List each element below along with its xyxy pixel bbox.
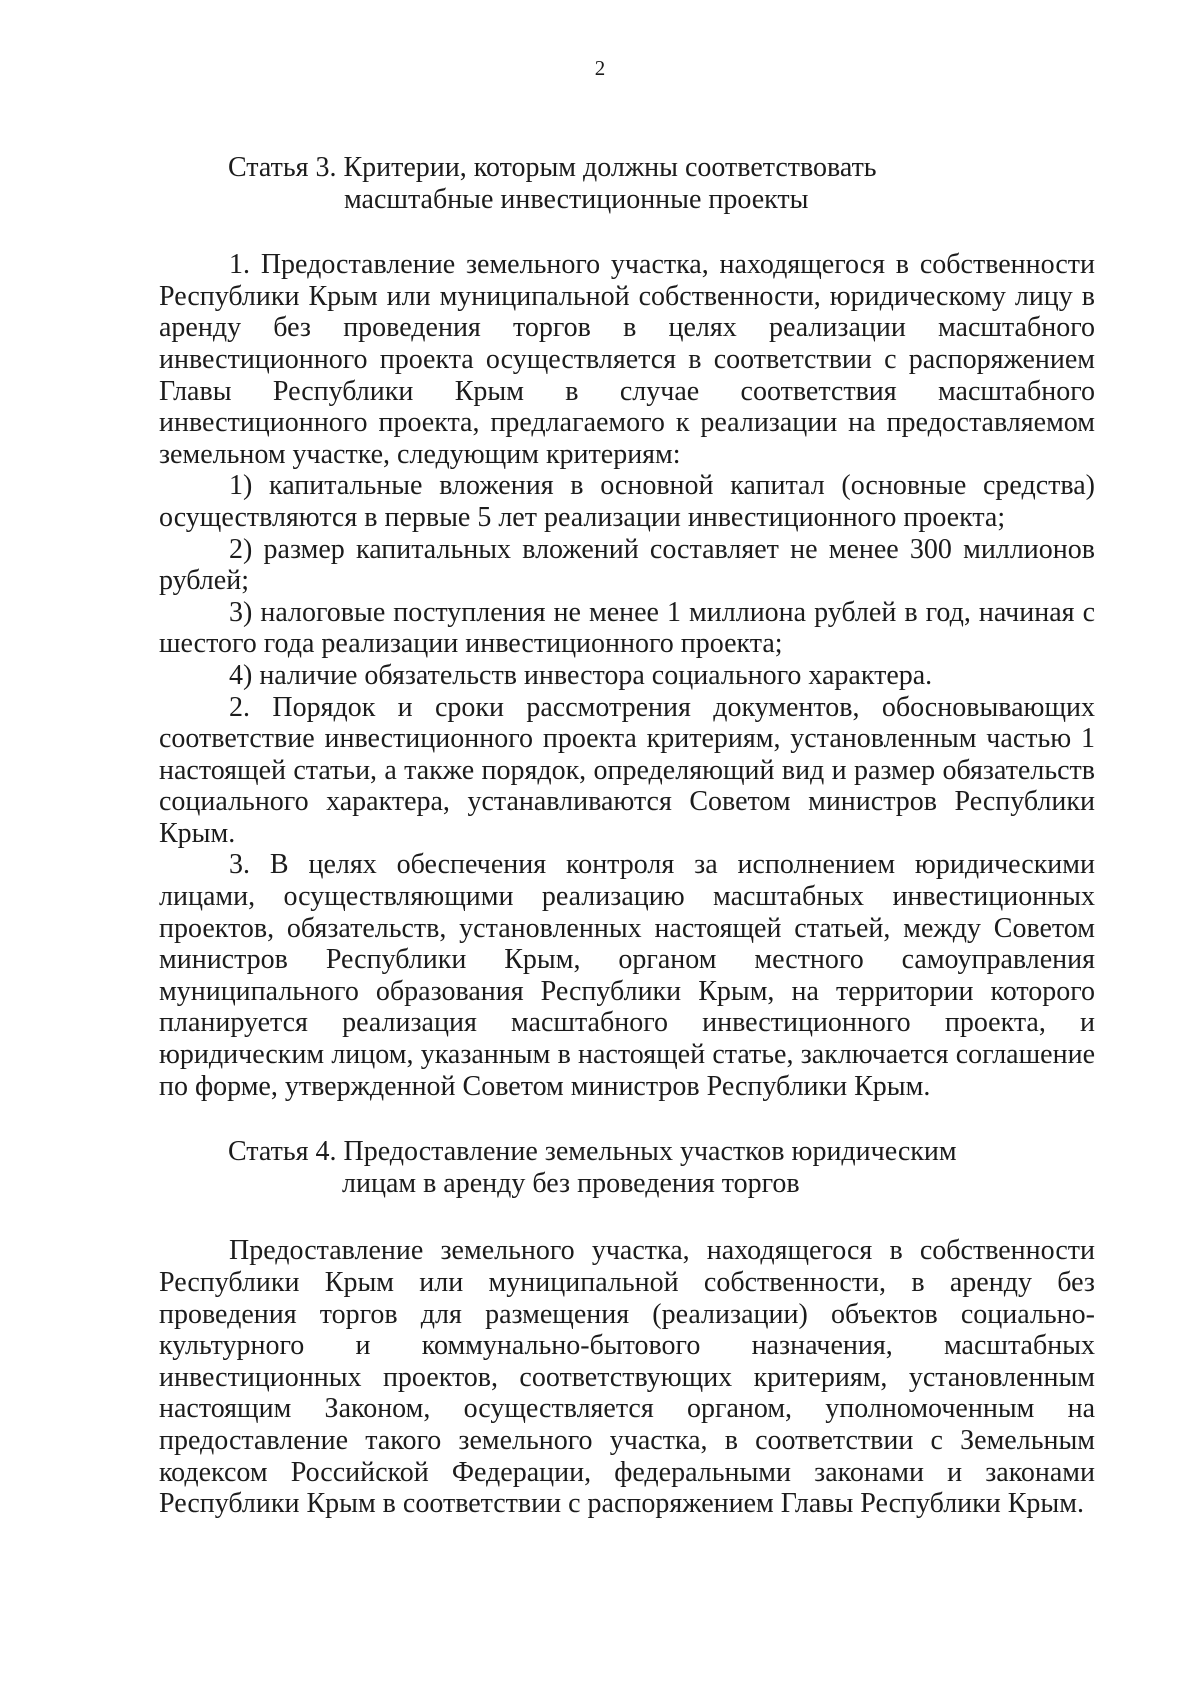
article-3-criterion-1: 1) капитальные вложения в основной капитал (основные средства) осуществляются в первые 5 лет реализации инвестиционного проекта; <box>159 470 1095 533</box>
page-number: 2 <box>594 56 606 80</box>
article-3-paragraph: 2. Порядок и сроки рассмотрения документов, обосновывающих соответствие инвестиционного проекта критериям, установленным частью 1 настоящей статьи, а также порядок, определяющий вид и размер обязательств социального характера, устанавливаются Советом министров Республики Крым. <box>159 691 1095 849</box>
article-3-heading-line-1: Статья 3. Критерии, которым должны соответствовать <box>228 152 877 183</box>
article-4-heading <box>159 1136 1095 1199</box>
article-4-paragraph: Предоставление земельного участка, находящегося в собственности Республики Крым или муниципальной собственности, в аренду без проведения торгов для размещения (реализации) объектов социально-культурного и коммунально-бытового назначения, масштабных инвестиционных проектов, соответствующих критериям, установленным настоящим Законом, осуществляется органом, уполномоченным на предоставление такого земельного участка, в соответствии с Земельным кодексом Российской Федерации, федеральными законами и законами Республики Крым в соответствии с распоряжением Главы Республики Крым. <box>159 1235 1095 1520</box>
article-3-heading <box>159 152 1095 215</box>
article-3-criterion-3: 3) налоговые поступления не менее 1 миллиона рублей в год, начиная с шестого года реализации инвестиционного проекта; <box>159 596 1095 660</box>
article-3-criterion-4: 4) наличие обязательств инвестора социального характера. <box>229 659 933 691</box>
document-body <box>159 152 1095 1520</box>
article-3-criterion-2: 2) размер капитальных вложений составляет не менее 300 миллионов рублей; <box>159 533 1095 597</box>
article-3-paragraph: 3. В целях обеспечения контроля за исполнением юридическими лицами, осуществляющими реализацию масштабных инвестиционных проектов, обязательств, установленных настоящей статьей, между Советом министров Республики Крым, органом местного самоуправления муниципального образования Республики Крым, на территории которого планируется реализация масштабного инвестиционного проекта, и юридическим лицом, указанным в настоящей статье, заключается соглашение по форме, утвержденной Советом министров Республики Крым. <box>159 849 1095 1102</box>
article-4-heading-line-1: Статья 4. Предоставление земельных участков юридическим <box>228 1136 957 1168</box>
article-3-heading-line-2: масштабные инвестиционные проекты <box>344 183 809 215</box>
article-4-heading-line-2: лицам в аренду без проведения торгов <box>342 1167 800 1199</box>
article-3-paragraph: 1. Предоставление земельного участка, находящегося в собственности Республики Крым или муниципальной собственности, юридическому лицу в аренду без проведения торгов в целях реализации масштабного инвестиционного проекта осуществляется в соответствии с распоряжением Главы Республики Крым в случае соответствия масштабного инвестиционного проекта, предлагаемого к реализации на предоставляемом земельном участке, следующим критериям: <box>159 249 1095 470</box>
